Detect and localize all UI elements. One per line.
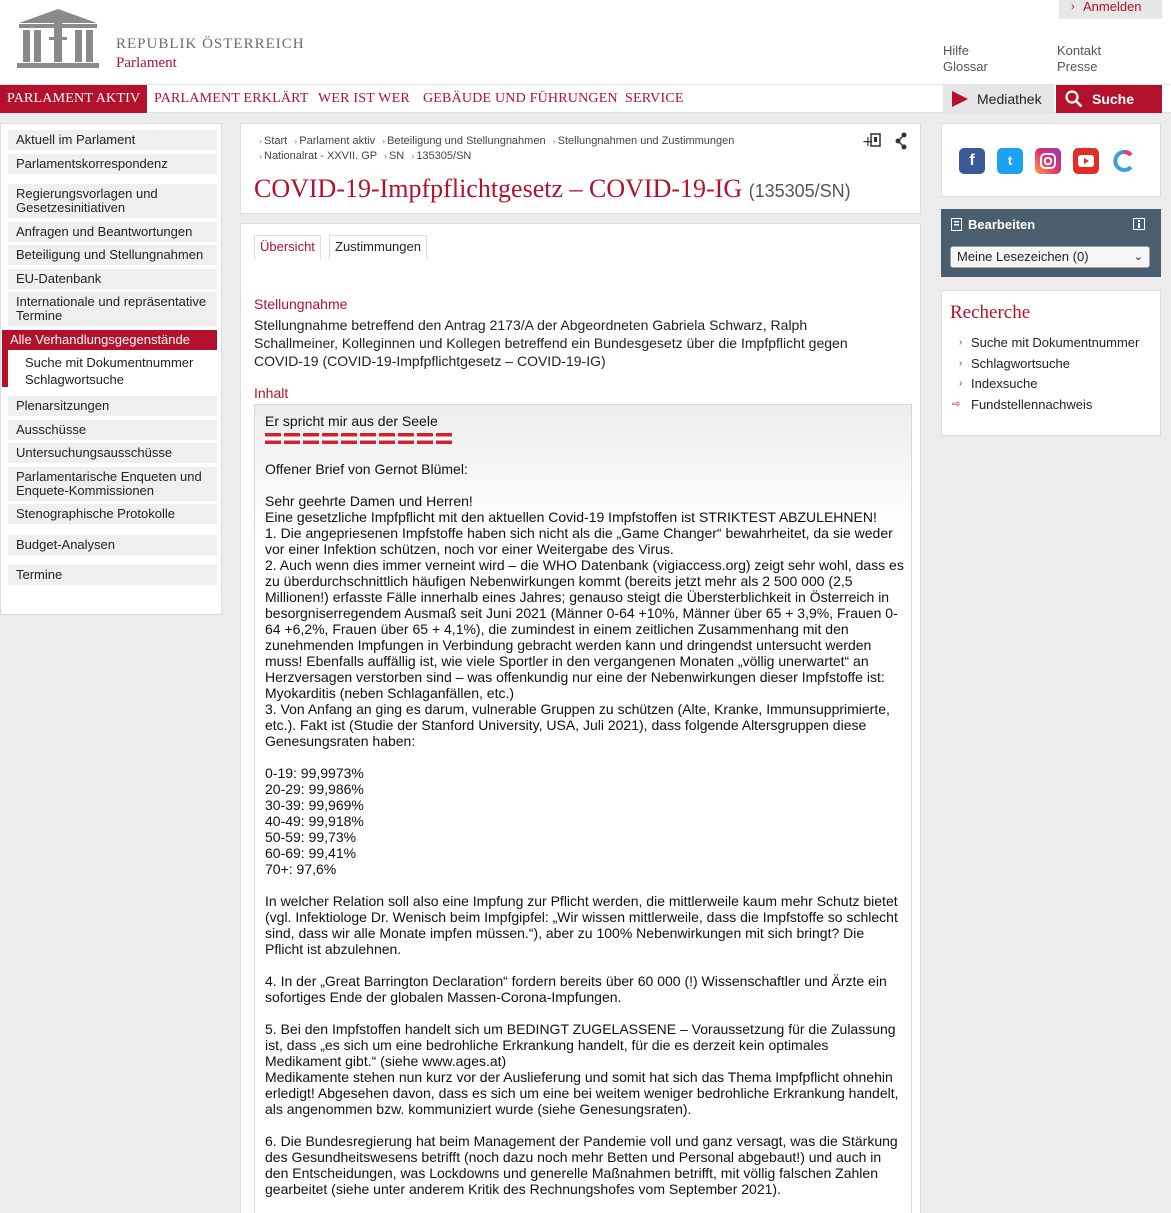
sidebar-item-untersuchungsausschuesse[interactable]: Untersuchungsausschüsse — [8, 443, 217, 463]
sidebar-item-enqueten[interactable]: Parlamentarische Enqueten und Enquete-Kommissionen — [8, 467, 217, 501]
austria-flag-icon — [284, 433, 300, 444]
austria-flag-icon — [322, 433, 338, 444]
breadcrumb-parlament-aktiv[interactable]: Parlament aktiv — [299, 135, 376, 147]
main-nav — [0, 84, 1171, 113]
austria-flag-icon — [303, 433, 319, 444]
search-icon — [1065, 90, 1083, 108]
nav-parlament-erklaert[interactable]: PARLAMENT ERKLÄRT — [154, 91, 309, 106]
nav-wer-ist-wer[interactable]: WER IST WER — [318, 91, 410, 106]
bookmark-icon — [951, 218, 962, 231]
breadcrumb-nationalrat[interactable]: Nationalrat - XXVII. GP — [264, 150, 377, 162]
parliament-logo-icon[interactable] — [15, 7, 101, 69]
austria-flag-icon — [417, 433, 433, 444]
austria-flag-icon — [341, 433, 357, 444]
content-text-box — [254, 404, 912, 1213]
breadcrumb-beteiligung[interactable]: Beteiligung und Stellungnahmen — [387, 135, 546, 147]
nav-gebaeude-fuehrungen[interactable]: GEBÄUDE UND FÜHRUNGEN — [423, 91, 618, 106]
sidebar-item-termine[interactable]: Termine — [8, 565, 217, 585]
page-title — [254, 174, 851, 204]
chevron-right-icon: › — [959, 378, 963, 389]
breadcrumb-start[interactable]: Start — [264, 135, 288, 147]
svg-text:+: + — [862, 134, 874, 150]
login-label: Anmelden — [1083, 0, 1142, 14]
share-icon[interactable] — [896, 133, 907, 150]
sidebar-item-regierungsvorlagen[interactable]: Regierungsvorlagen und Gesetzesinitiativen — [8, 184, 217, 218]
search-button[interactable] — [1056, 85, 1162, 113]
content-body — [265, 413, 905, 1197]
nav-parlament-aktiv[interactable]: PARLAMENT AKTIV — [0, 85, 147, 113]
play-icon — [952, 91, 968, 107]
login-link[interactable] — [1059, 0, 1162, 19]
chevron-right-icon: › — [959, 358, 963, 369]
austrian-flags — [265, 429, 905, 445]
bearbeiten-label: Bearbeiten — [968, 217, 1036, 232]
breadcrumb-sn[interactable]: SN — [388, 150, 405, 162]
recherche-title: Recherche — [950, 302, 1031, 323]
sidebar-subitem-dokumentnummer[interactable]: Suche mit Dokumentnummer — [25, 355, 194, 370]
sidebar-item-korrespondenz[interactable]: Parlamentskorrespondenz — [8, 154, 217, 174]
sidebar-item-protokolle[interactable]: Stenographische Protokolle — [8, 504, 217, 524]
twitter-icon[interactable]: t — [997, 148, 1023, 174]
sidebar-item-alle-verhandlungsgegenstaende[interactable]: Alle Verhandlungsgegenstände — [2, 330, 217, 350]
youtube-icon[interactable] — [1073, 148, 1099, 174]
chevron-right-icon: › — [959, 337, 963, 348]
austria-flag-icon — [398, 433, 414, 444]
info-icon[interactable] — [1133, 218, 1145, 230]
page-title-text: COVID-19-Impfpflichtgesetz – COVID-19-IG — [254, 174, 743, 203]
chevron-right-icon: › — [1071, 1, 1075, 13]
sidebar-item-internationale-termine[interactable]: Internationale und repräsentative Termine — [8, 292, 217, 326]
breadcrumb-stellungnahmen[interactable]: Stellungnahmen und Zustimmungen — [557, 135, 735, 147]
sidebar-item-aktuell[interactable]: Aktuell im Parlament — [8, 130, 217, 150]
sidebar-subitem-schlagwortsuche[interactable]: Schlagwortsuche — [25, 372, 124, 387]
breadcrumb-current: 135305/SN — [416, 150, 472, 162]
bookmarks-select-value: Meine Lesezeichen (0) — [957, 249, 1089, 264]
page-actions — [862, 132, 908, 153]
mediathek-button[interactable] — [943, 85, 1054, 113]
logo-title: REPUBLIK ÖSTERREICH — [116, 36, 305, 52]
sidebar — [0, 123, 222, 615]
sidebar-item-beteiligung[interactable]: Beteiligung und Stellungnahmen — [8, 245, 217, 265]
breadcrumb: › Start › Parlament aktiv › Beteiligung und Stellungnahmen › Stellungnahmen und Zustimmungen › Nationalrat - XXVII. GP › SN › 135305/SN — [259, 135, 735, 162]
austria-flag-icon — [265, 433, 281, 444]
document-number: (135305/SN) — [748, 181, 851, 201]
help-link[interactable]: Hilfe — [943, 43, 970, 58]
nav-service[interactable]: SERVICE — [625, 91, 684, 106]
mediathek-label: Mediathek — [977, 91, 1042, 107]
contact-link[interactable]: Kontakt — [1057, 43, 1102, 58]
bearbeiten-panel — [941, 240, 1161, 277]
sidebar-item-plenarsitzungen[interactable]: Plenarsitzungen — [8, 396, 217, 416]
glossary-link[interactable]: Glossar — [943, 59, 988, 74]
content-first-line: Er spricht mir aus der Seele — [265, 413, 438, 429]
chevron-down-icon: ⌄ — [1133, 251, 1143, 263]
sidebar-item-anfragen[interactable]: Anfragen und Beantwortungen — [8, 222, 217, 242]
sidebar-item-budget-analysen[interactable]: Budget-Analysen — [8, 535, 217, 555]
austria-flag-icon — [436, 433, 452, 444]
facebook-icon[interactable]: f — [959, 148, 985, 174]
site-header — [0, 0, 1171, 84]
recherche-fundstellennachweis[interactable]: Fundstellennachweis — [971, 397, 1093, 412]
external-link-icon: ⇨ — [952, 399, 961, 410]
open-data-icon[interactable] — [1111, 148, 1137, 174]
recherche-schlagwortsuche[interactable]: Schlagwortsuche — [971, 356, 1070, 371]
logo-subtitle: Parlament — [116, 55, 177, 71]
press-link[interactable]: Presse — [1057, 59, 1098, 74]
letter-text: Offener Brief von Gernot Blümel: Sehr geehrte Damen und Herren! Eine gesetzliche Impfpflicht mit den aktuellen Covid-19 Impfstoffen ist STRIKTEST ABZULEHNEN! 1. Die angepriesenen Impfstoffe haben sich nicht als die „Game Changer“ bewahrheitet, da sie weder vor einer Infektion schützen, noch vor einer Weitergabe des Virus. 2. Auch wenn dies immer verneint wird – die WHO Datenbank (vigiaccess.org) zeigt sehr wohl, dass es zu überdurchschnittlich häufigen Nebenwirkungen kommt (bereits jetzt mehr als 2 500 000 (2,5 Millionen!) erfasste Fälle innerhalb eines Jahres; genauso steigt die Übersterblichkeit in Österreich in besorgniserregendem Ausmaß seit Juni 2021 (Männer 0-64 +10%, Männer über 65 + 3,9%, Frauen 0-64 +6,2%, Frauen über 65 + 4,1%), die zumindest in einem zeitlichen Zusammenhang mit den zunehmenden Impfungen in Verbindung gebracht werden kann und dringendst untersucht werden muss! Ebenfalls auffällig ist, wie viele Sportler in den vergangenen Monaten „völlig unerwartet“ an Herzversagen verstorben sind – was offenkundig nur eine der Nebenwirkungen dieser Impfstoffe ist: Myokarditis (neben Schlaganfällen, etc.) 3. Von Anfang an ging es darum, vulnerable Gruppen zu schützen (Alte, Kranke, Immunsupprimierte, etc.). Fakt ist (Studie der Stanford University, USA, Juli 2021), dass folgende Altersgruppen diese Genesungsraten haben: 0-19: 99,9973% 20-29: 99,986% 30-39: 99,969% 40-49: 99,918% 50-59: 99,73% 60-69: 99,41% 70+: 97,6% In welcher Relation soll also eine Impfung zur Pflicht werden, die mittlerweile kaum mehr Schutz bietet (vgl. Infektiologe Dr. Wenisch beim Impfgipfel: „Wir wissen mittlerweile, dass die Impfstoffe so schlecht sind, dass wir alle Monate impfen müssen.“), aber zu 100% Nebenwirkungen mit sich bringt? Die Pflicht ist abzulehnen. 4. In der „Great Barrington Declaration“ fordern bereits über 60 000 (!) Wissenschaftler und Ärzte ein sofortiges Ende der globalen Massen-Corona-Impfungen. 5. Bei den Impfstoffen handelt sich um BEDINGT ZUGELASSENE – Voraussetzung für die Zulassung ist, dass „es sich um eine bedrohliche Erkrankung handelt, für die es derzeit kein optimales Medikament gibt.“ (siehe www.ages.at) Medikamente stehen nun kurz vor der Auslieferung und somit hat sich das Thema Impfpflicht ohnehin erledigt! Abgesehen davon, dass es sich um eine bei weitem weniger bedrohliche Erkrankung handelt, als angenommen bzw. kommuniziert wurde (siehe Genesungsraten). 6. Die Bundesregierung hat beim Management der Pandemie voll und ganz versagt, was die Stärkung des Gesundheitswesens betrifft (noch dazu noch mehr Betten und Personal abgebaut!) und auch in den Entscheidungen, was Lockdowns und generelle Maßnahmen betrifft, mit völlig falschen Zahlen gearbeitet (siehe unter anderem Kritik des Rechnungshofes vom September 2021). — [265, 461, 904, 1197]
sidebar-item-ausschuesse[interactable]: Ausschüsse — [8, 420, 217, 440]
bookmarks-select[interactable] — [950, 246, 1150, 268]
search-label: Suche — [1092, 91, 1135, 107]
tab-uebersicht[interactable]: Übersicht — [254, 235, 321, 259]
bearbeiten-header — [941, 209, 1161, 240]
instagram-icon[interactable] — [1035, 148, 1061, 174]
sidebar-item-eu-datenbank[interactable]: EU-Datenbank — [8, 269, 217, 289]
recherche-dokumentnummer[interactable]: Suche mit Dokumentnummer — [971, 335, 1140, 350]
stellungnahme-text: Stellungnahme betreffend den Antrag 2173/A der Abgeordneten Gabriela Schwarz, Ralph Schallmeiner, Kolleginnen und Kollegen betreffend ein Bundesgesetz über die Impfpflicht gegen COVID-19 (COVID-19-Impfpflichtgesetz – COVID-19-IG) — [254, 317, 848, 369]
section-stellungnahme-heading: Stellungnahme — [254, 296, 348, 312]
austria-flag-icon — [360, 433, 376, 444]
austria-flag-icon — [379, 433, 395, 444]
add-bookmark-icon[interactable] — [862, 134, 880, 150]
section-inhalt-heading: Inhalt — [254, 385, 289, 401]
tab-zustimmungen[interactable]: Zustimmungen — [329, 235, 427, 259]
recherche-indexsuche[interactable]: Indexsuche — [971, 376, 1038, 391]
